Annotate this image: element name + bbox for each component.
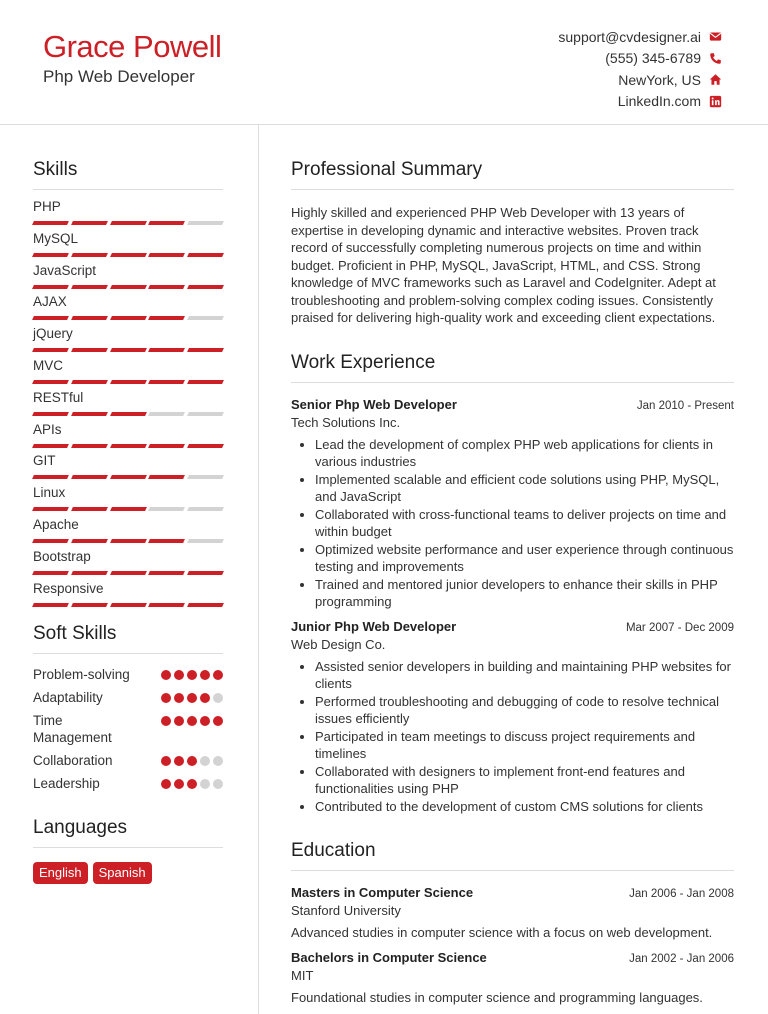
job-bullet: • Contributed to the development of custom CMS solutions for clients	[315, 798, 734, 816]
skill-level-segment	[148, 412, 185, 416]
skill-level-segment	[71, 475, 108, 479]
job-bullet: • Assisted senior developers in building and maintaining PHP websites for clients	[315, 658, 734, 693]
education-description: Foundational studies in computer science and programming languages.	[291, 990, 703, 1005]
skill-item	[33, 231, 223, 263]
job-bullet: • Optimized website performance and user experience through continuous testing and improvements	[315, 541, 734, 576]
skill-name: jQuery	[33, 326, 73, 342]
skill-level-segment	[110, 253, 147, 257]
skill-level-segment	[32, 348, 69, 352]
contact-phone-text: (555) 345-6789	[605, 50, 701, 67]
rating-dot	[200, 670, 210, 680]
contact-linkedin-text: LinkedIn.com	[617, 93, 701, 110]
skill-item	[33, 358, 223, 390]
rating-dot	[213, 756, 223, 766]
languages-list	[33, 862, 223, 884]
skill-level-segment	[71, 380, 108, 384]
contact-list	[558, 26, 722, 112]
skill-level-bar	[33, 603, 223, 607]
skill-level-segment	[71, 253, 108, 257]
skill-item	[33, 326, 223, 358]
education-heading: Education	[291, 839, 734, 871]
skill-level-segment	[71, 444, 108, 448]
skill-level-segment	[187, 603, 224, 607]
skill-level-segment	[110, 412, 147, 416]
rating-dot	[213, 693, 223, 703]
skill-item	[33, 199, 223, 231]
skill-name: GIT	[33, 453, 56, 469]
job-date: Mar 2007 - Dec 2009	[625, 621, 734, 634]
skill-name: MySQL	[33, 230, 79, 246]
job-role: Junior Php Web Developer	[291, 618, 457, 634]
job-bullet: • Collaborated with designers to implement front-end features and functionalities using PHP	[315, 763, 734, 798]
skill-item	[33, 517, 223, 549]
skill-level-segment	[32, 507, 69, 511]
skill-level-bar	[33, 444, 223, 448]
skill-level-segment	[187, 316, 224, 320]
rating-dot	[174, 779, 184, 789]
skill-level-segment	[110, 285, 147, 289]
skill-level-segment	[32, 475, 69, 479]
skill-level-segment	[71, 348, 108, 352]
skill-item	[33, 263, 223, 295]
skill-level-segment	[110, 348, 147, 352]
skill-name: APIs	[33, 421, 62, 437]
skill-level-bar	[33, 475, 223, 479]
soft-skill-item	[33, 775, 223, 792]
rating-dot	[174, 756, 184, 766]
skill-level-segment	[148, 348, 185, 352]
rating-dot	[161, 779, 171, 789]
skill-level-segment	[32, 285, 69, 289]
rating-dot	[200, 693, 210, 703]
education-description: Advanced studies in computer science with a focus on web development.	[291, 925, 713, 940]
skills-heading: Skills	[33, 158, 223, 190]
skill-level-segment	[187, 412, 224, 416]
skill-level-segment	[148, 603, 185, 607]
education-entry	[291, 950, 734, 1005]
skill-level-bar	[33, 348, 223, 352]
rating-dot	[174, 670, 184, 680]
rating-dot	[161, 693, 171, 703]
skill-level-segment	[187, 571, 224, 575]
skill-level-segment	[187, 539, 224, 543]
soft-skills-list	[33, 666, 223, 792]
skill-level-bar	[33, 412, 223, 416]
soft-skill-item	[33, 752, 223, 769]
job-company: Web Design Co.	[291, 636, 386, 652]
job-bullet: • Lead the development of complex PHP web applications for clients in various industries	[315, 436, 734, 471]
skill-level-bar	[33, 316, 223, 320]
skill-level-segment	[148, 507, 185, 511]
job-role: Senior Php Web Developer	[291, 396, 457, 412]
rating-dot	[187, 756, 197, 766]
skill-level-segment	[110, 475, 147, 479]
envelope-icon	[708, 30, 722, 44]
rating-dot	[187, 779, 197, 789]
resume-header	[0, 0, 768, 125]
skill-level-segment	[71, 539, 108, 543]
contact-location-text: NewYork, US	[618, 71, 701, 88]
skill-item	[33, 485, 223, 517]
skill-level-segment	[148, 571, 185, 575]
skill-level-segment	[32, 603, 69, 607]
skill-level-bar	[33, 285, 223, 289]
skill-level-bar	[33, 571, 223, 575]
skill-level-segment	[71, 507, 108, 511]
soft-skill-item	[33, 689, 223, 706]
home-icon	[708, 73, 722, 87]
skill-name: RESTful	[33, 389, 84, 405]
skill-name: PHP	[33, 199, 61, 214]
skill-level-segment	[110, 507, 147, 511]
work-heading: Work Experience	[291, 351, 734, 383]
skill-name: Bootstrap	[33, 548, 91, 564]
skill-name: AJAX	[33, 294, 67, 310]
rating-dot	[200, 779, 210, 789]
job-bullet: • Performed troubleshooting and debugging of code to resolve technical issues efficiently	[315, 693, 734, 728]
sidebar	[33, 125, 223, 884]
summary-heading: Professional Summary	[291, 158, 734, 190]
skill-level-segment	[71, 285, 108, 289]
contact-location	[558, 69, 722, 91]
skill-level-segment	[187, 507, 224, 511]
job-bullet: • Trained and mentored junior developers to enhance their skills in PHP programming	[315, 576, 734, 611]
soft-skills-heading: Soft Skills	[33, 622, 223, 654]
soft-skill-name: Collaboration	[33, 753, 113, 769]
skill-level-segment	[110, 444, 147, 448]
job-entry	[291, 397, 734, 611]
skill-level-bar	[33, 539, 223, 543]
job-entry	[291, 619, 734, 816]
skill-level-segment	[148, 444, 185, 448]
skill-level-segment	[71, 603, 108, 607]
contact-linkedin[interactable]	[558, 91, 722, 113]
language-badge: English	[33, 862, 88, 884]
soft-skill-name: Leadership	[33, 776, 100, 792]
phone-icon	[708, 51, 722, 65]
skill-level-segment	[32, 253, 69, 257]
contact-email[interactable]	[558, 26, 722, 48]
skill-name: Apache	[33, 516, 79, 532]
skill-level-segment	[148, 285, 185, 289]
skill-level-bar	[33, 221, 223, 225]
skill-level-segment	[71, 412, 108, 416]
soft-skill-rating	[161, 670, 223, 680]
rating-dot	[187, 693, 197, 703]
skill-item	[33, 549, 223, 581]
education-entry	[291, 885, 734, 940]
rating-dot	[187, 670, 197, 680]
education-date: Jan 2002 - Jan 2006	[629, 953, 734, 965]
education-degree: Bachelors in Computer Science	[291, 950, 487, 965]
skill-level-segment	[148, 253, 185, 257]
rating-dot	[161, 756, 171, 766]
skill-level-segment	[148, 539, 185, 543]
education-date: Jan 2006 - Jan 2008	[629, 888, 734, 900]
rating-dot	[174, 716, 184, 726]
skill-name: Linux	[33, 485, 66, 501]
language-badge: Spanish	[93, 862, 152, 884]
candidate-title: Php Web Developer	[43, 67, 195, 86]
skill-level-bar	[33, 380, 223, 384]
skill-level-segment	[187, 444, 224, 448]
rating-dot	[213, 716, 223, 726]
skill-name: MVC	[33, 357, 63, 373]
main-column	[291, 125, 734, 1005]
job-bullets	[291, 658, 734, 816]
soft-skill-rating	[161, 716, 223, 726]
skill-level-segment	[148, 475, 185, 479]
rating-dot	[187, 716, 197, 726]
skill-level-segment	[148, 316, 185, 320]
skill-item	[33, 390, 223, 422]
soft-skill-rating	[161, 693, 223, 703]
job-bullet: • Participated in team meetings to discuss project requirements and timelines	[315, 728, 734, 763]
skill-level-segment	[187, 475, 224, 479]
skill-level-segment	[148, 380, 185, 384]
skill-level-segment	[71, 221, 108, 225]
job-bullets	[291, 436, 734, 611]
rating-dot	[174, 693, 184, 703]
rating-dot	[200, 716, 210, 726]
soft-skill-name: Adaptability	[33, 690, 103, 706]
skill-level-bar	[33, 253, 223, 257]
skill-level-segment	[110, 539, 147, 543]
job-company: Tech Solutions Inc.	[291, 414, 401, 430]
job-bullet: • Collaborated with cross-functional teams to deliver projects on time and within budget	[315, 506, 734, 541]
soft-skill-item	[33, 666, 223, 683]
skills-list	[33, 199, 223, 612]
job-bullet: • Implemented scalable and efficient code solutions using PHP, MySQL, and JavaScript	[315, 471, 734, 506]
skill-level-segment	[187, 285, 224, 289]
skill-level-segment	[32, 380, 69, 384]
soft-skill-item	[33, 712, 223, 746]
skill-level-segment	[110, 603, 147, 607]
soft-skill-name: Problem-solving	[33, 667, 130, 683]
languages-heading: Languages	[33, 816, 223, 848]
skill-level-segment	[187, 221, 224, 225]
linkedin-icon	[708, 94, 722, 108]
skill-level-segment	[110, 571, 147, 575]
skill-level-segment	[32, 412, 69, 416]
skill-level-segment	[32, 221, 69, 225]
skill-level-segment	[71, 316, 108, 320]
contact-phone[interactable]	[558, 48, 722, 70]
column-divider	[258, 125, 259, 1014]
soft-skill-rating	[161, 779, 223, 789]
skill-level-segment	[187, 348, 224, 352]
skill-level-segment	[32, 444, 69, 448]
skill-level-segment	[110, 380, 147, 384]
skill-level-segment	[32, 316, 69, 320]
rating-dot	[161, 716, 171, 726]
skill-item	[33, 581, 223, 613]
skill-level-segment	[32, 571, 69, 575]
rating-dot	[161, 670, 171, 680]
candidate-name: Grace Powell	[43, 29, 222, 64]
summary-text: Highly skilled and experienced PHP Web Developer with 13 years of expertise in developing dynamic and interactive websites. Proven track record of successfully completing numerous projects on time and within budget. Proficient in PHP, MySQL, JavaScript, HTML, and CSS. Strong knowledge of MVC frameworks such as Laravel and CodeIgniter. Adept at troubleshooting and problem-solving complex coding issues. Consistently praised for delivering high-quality work and exceeding client expectations.	[291, 205, 716, 325]
skill-level-segment	[110, 316, 147, 320]
soft-skill-rating	[161, 756, 223, 766]
skill-item	[33, 453, 223, 485]
skill-level-segment	[187, 253, 224, 257]
skill-level-segment	[148, 221, 185, 225]
contact-email-text: support@cvdesigner.ai	[558, 28, 701, 45]
skill-item	[33, 294, 223, 326]
skill-level-segment	[71, 571, 108, 575]
soft-skill-name: Time Management	[33, 713, 112, 746]
rating-dot	[200, 756, 210, 766]
education-school: MIT	[291, 968, 314, 983]
job-date: Jan 2010 - Present	[636, 399, 734, 412]
skill-level-segment	[110, 221, 147, 225]
skill-name: JavaScript	[33, 262, 97, 278]
skill-item	[33, 422, 223, 454]
skill-level-segment	[187, 380, 224, 384]
education-degree: Masters in Computer Science	[291, 885, 474, 900]
education-school: Stanford University	[291, 903, 401, 918]
skill-name: Responsive	[33, 580, 104, 596]
rating-dot	[213, 670, 223, 680]
skill-level-segment	[32, 539, 69, 543]
skill-level-bar	[33, 507, 223, 511]
rating-dot	[213, 779, 223, 789]
